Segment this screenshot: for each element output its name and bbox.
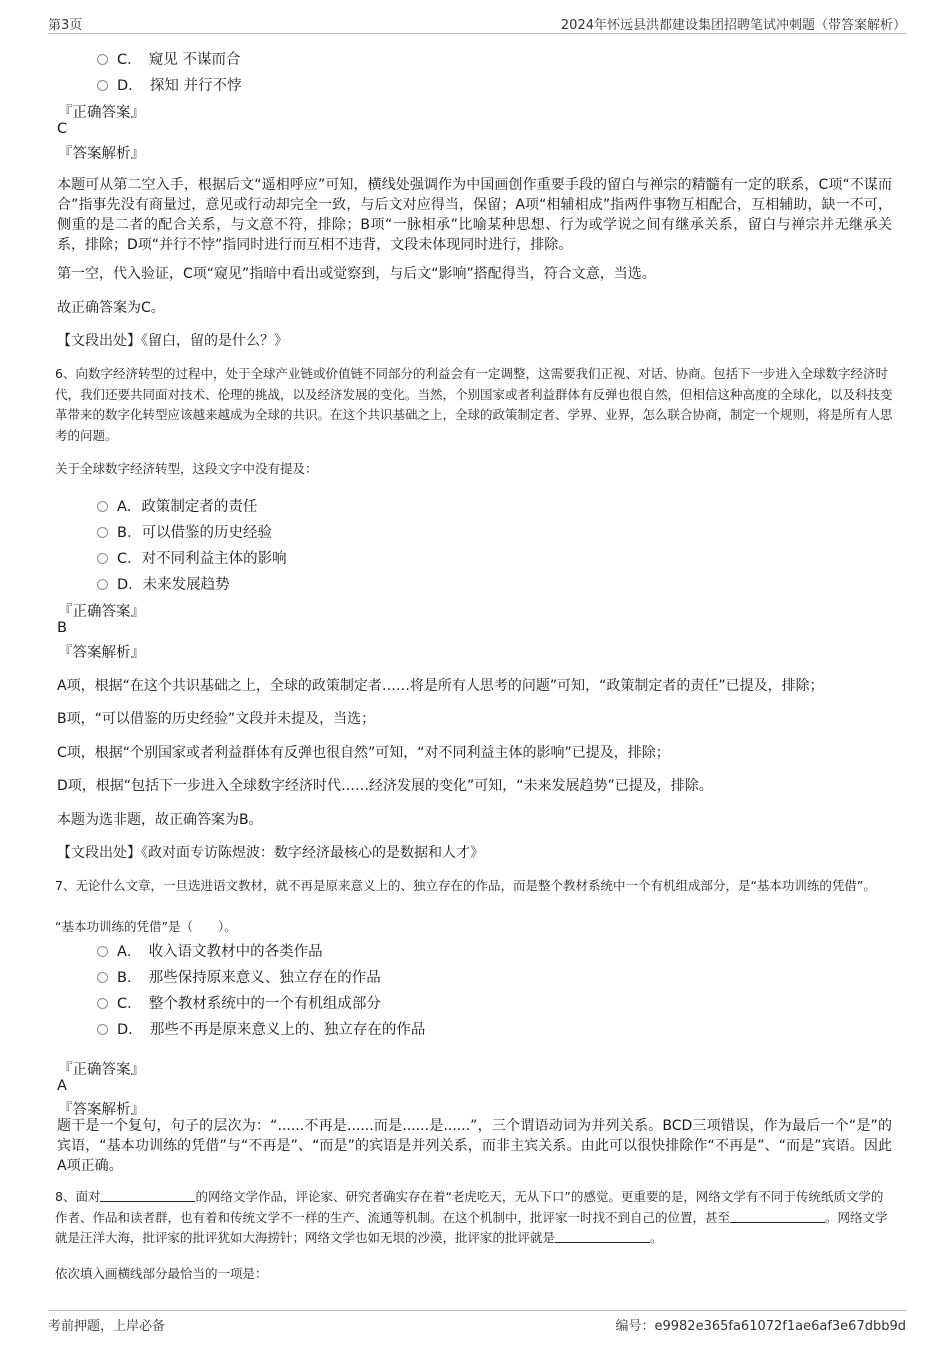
q6-analysis-b: B项，“可以借鉴的历史经验”文段并未提及，当选； [57, 711, 376, 727]
q6-option-b[interactable]: B．可以借鉴的历史经验 [97, 521, 272, 542]
q7-analysis-label: 『答案解析』 [58, 1102, 145, 1118]
q5-option-d[interactable]: D． 探知 并行不悖 [97, 74, 242, 95]
radio-icon[interactable] [97, 1024, 108, 1035]
q5-analysis-3: 故正确答案为C。 [57, 300, 165, 316]
document-title: 2024年怀远县洪都建设集团招聘笔试冲刺题（带答案解析） [560, 18, 906, 33]
q7-stem: 7、无论什么文章，一旦选进语文教材，就不再是原来意义上的、独立存在的作品，而是整个教材系统中一个有机组成部分，是“基本功训练的凭借”。 [55, 878, 876, 893]
footer-slogan: 考前押题，上岸必备 [48, 1319, 166, 1334]
radio-icon[interactable] [97, 579, 108, 590]
q6-question: 关于全球数字经济转型，这段文字中没有提及： [55, 461, 318, 476]
q7-option-a[interactable]: A． 收入语文教材中的各类作品 [97, 940, 323, 961]
page-footer [48, 1310, 906, 1339]
q5-analysis-label: 『答案解析』 [58, 146, 145, 162]
page-header [48, 11, 906, 34]
document-code: 编号：e9982e365fa61072f1ae6af3e67dbb9d [615, 1319, 906, 1334]
q5-option-c[interactable]: C． 窥见 不谋而合 [97, 48, 240, 69]
q6-option-c[interactable]: C．对不同利益主体的影响 [97, 547, 287, 568]
q6-analysis-label: 『答案解析』 [58, 645, 145, 661]
q7-analysis: 题干是一个复句，句子的层次为：“......不再是......而是......是......”，三个谓语动词为并列关系。BCD三项错误，作为最后一个“是”的宾语，“基本功训练的凭借”与“不再是”、“而是”的宾语是并列关系，而非主宾关系。由此可以很快排除作“不再是”、“而是”宾语。因此A项正确。 [57, 1118, 892, 1174]
q6-analysis-a: A项，根据“在这个共识基础之上，全球的政策制定者……将是所有人思考的问题”可知，“政策制定者的责任”已提及，排除； [57, 678, 824, 694]
q6-answer: B [57, 620, 67, 636]
q7-option-c[interactable]: C． 整个教材系统中的一个有机组成部分 [97, 992, 381, 1013]
q7-answer-label: 『正确答案』 [58, 1062, 145, 1078]
radio-icon[interactable] [97, 80, 108, 91]
radio-icon[interactable] [97, 972, 108, 983]
radio-icon[interactable] [97, 553, 108, 564]
radio-icon[interactable] [97, 501, 108, 512]
q6-analysis-c: C项，根据“个别国家或者利益群体有反弹也很自然”可知，“对不同利益主体的影响”已提及，排除； [57, 745, 670, 761]
q8-stem: 8、面对 的网络文学作品，评论家、研究者确实存在着“老虎吃天，无从下口”的感觉。更重要的是，网络文学有不同于传统纸质文学的作者、作品和读者群，也有着和传统文学不一样的生产、流通等机制。在这个机制中，批评家一时找不到自己的位置，甚至 。网络文学就是汪洋大海，批评家的批评犹如大海捞针；网络文学也如无垠的沙漠，批评家的批评就是 。 [55, 1189, 888, 1245]
blank-line [555, 1229, 650, 1243]
q6-option-d[interactable]: D．未来发展趋势 [97, 573, 230, 594]
page-number: 第3页 [48, 18, 83, 33]
q6-analysis-d: D项，根据“包括下一步进入全球数字经济时代……经济发展的变化”可知，“未来发展趋势”已提及，排除。 [57, 778, 713, 794]
radio-icon[interactable] [97, 54, 108, 65]
q6-answer-label: 『正确答案』 [58, 604, 145, 620]
q5-source: 【文段出处】《留白，留的是什么？》 [57, 333, 288, 349]
q5-answer: C [57, 121, 68, 137]
q6-stem: 6、向数字经济转型的过程中，处于全球产业链或价值链不同部分的利益会有一定调整，这需要我们正视、对话、协商。包括下一步进入全球数字经济时代，我们还要共同面对技术、伦理的挑战，以及经济发展的变化。当然，个别国家或者利益群体有反弹也很自然，但相信这种高度的全球化，以及科技变革带来的数字化转型应该越来越成为全球的共识。在这个共识基础之上，全球的政策制定者、学界、业界，怎么联合协商，制定一个规则，将是所有人思考的问题。 [55, 366, 893, 443]
q5-analysis-1: 本题可从第二空入手，根据后文“遥相呼应”可知，横线处强调作为中国画创作重要手段的留白与禅宗的精髓有一定的联系，C项“不谋而合”指事先没有商量过，意见或行动却完全一致，与后文对应得当，保留；A项“相辅相成”指两件事物互相配合，互相辅助，缺一不可，侧重的是二者的配合关系，与文意不符，排除；B项“一脉相承”比喻某种思想、行为或学说之间有继承关系，留白与禅宗并无继承关系，排除；D项“并行不悖”指同时进行而互相不违背，文段未体现同时进行，排除。 [57, 177, 892, 253]
radio-icon[interactable] [97, 946, 108, 957]
q7-option-b[interactable]: B． 那些保持原来意义、独立存在的作品 [97, 966, 381, 987]
q6-source: 【文段出处】《政对面专访陈煜波：数字经济最核心的是数据和人才》 [57, 845, 484, 861]
q7-option-d[interactable]: D． 那些不再是原来意义上的、独立存在的作品 [97, 1018, 425, 1039]
radio-icon[interactable] [97, 527, 108, 538]
q5-analysis-2: 第一空，代入验证，C项“窥见”指暗中看出或觉察到，与后文“影响”搭配得当，符合文意，当选。 [57, 266, 656, 282]
q5-answer-label: 『正确答案』 [58, 105, 145, 121]
q6-conclusion: 本题为选非题，故正确答案为B。 [57, 812, 263, 828]
blank-line [730, 1209, 825, 1223]
q6-option-a[interactable]: A．政策制定者的责任 [97, 495, 257, 516]
radio-icon[interactable] [97, 998, 108, 1009]
q7-question: “基本功训练的凭借”是（ ）。 [55, 919, 237, 934]
blank-line [100, 1188, 195, 1202]
q8-question: 依次填入画横线部分最恰当的一项是： [55, 1266, 268, 1281]
q7-answer: A [57, 1078, 67, 1094]
